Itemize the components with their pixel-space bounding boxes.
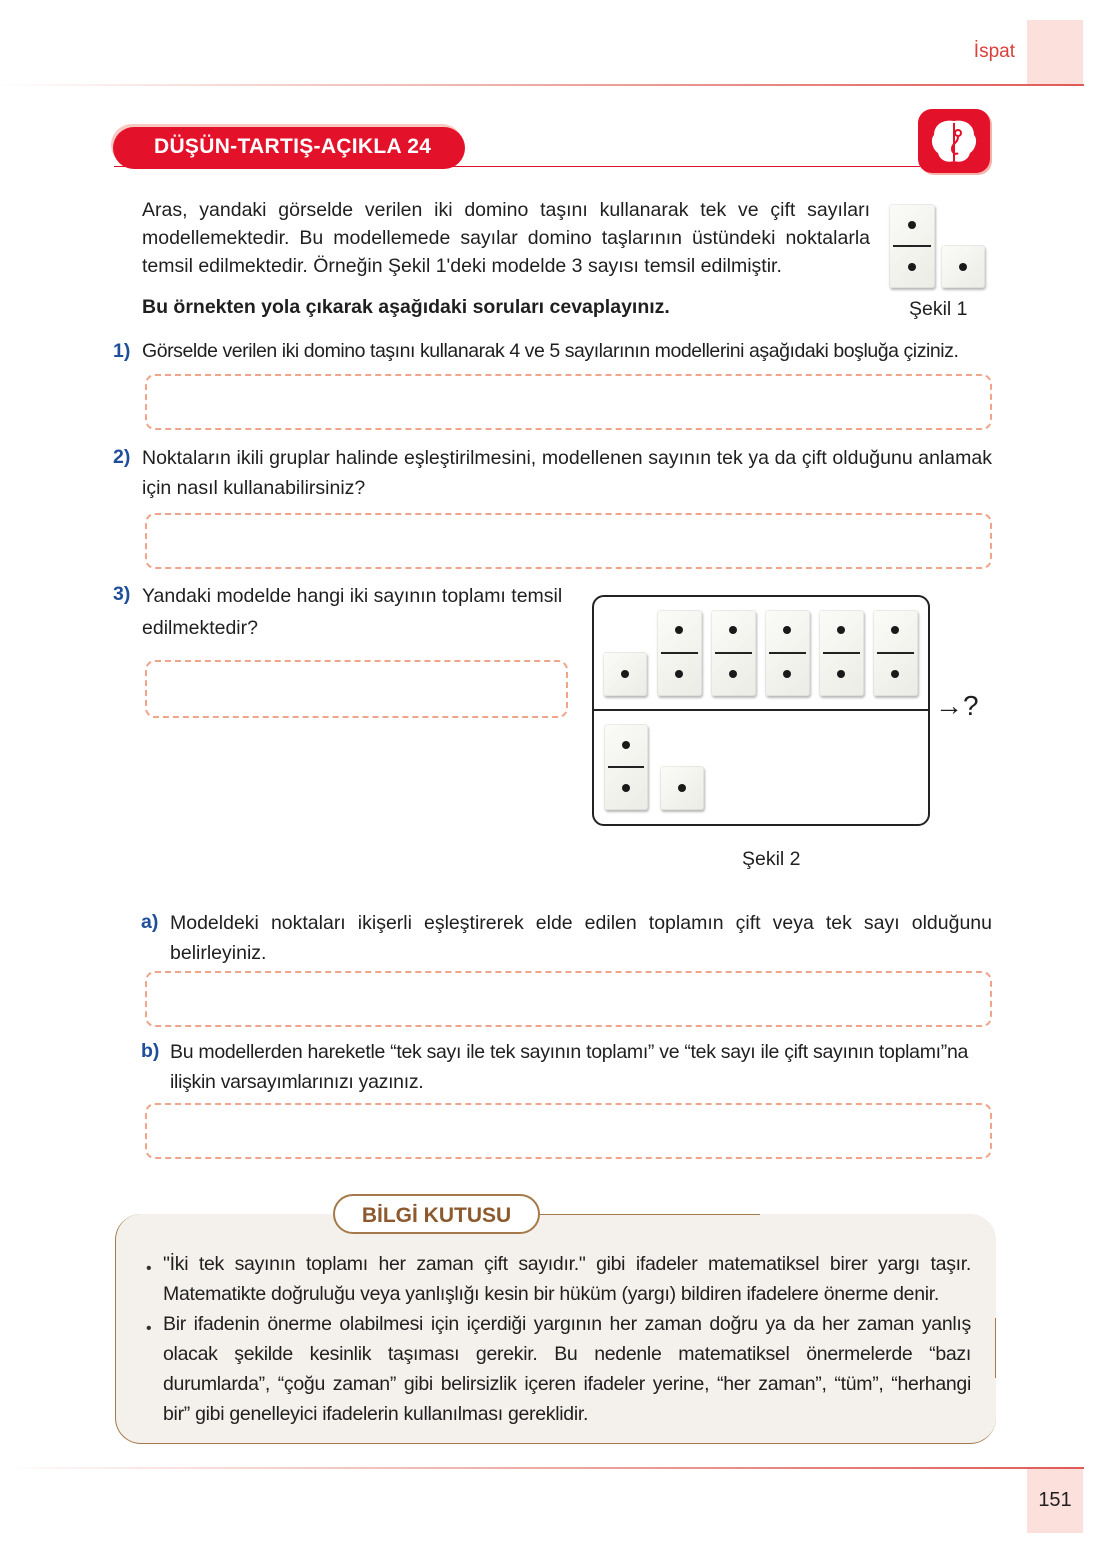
- domino-dot: [837, 626, 845, 634]
- q3b-label: b): [141, 1040, 160, 1062]
- domino-double: [657, 610, 702, 696]
- domino-double: [765, 610, 810, 696]
- domino-dot: [675, 626, 683, 634]
- result-arrow: →?: [935, 690, 979, 721]
- domino-single: [941, 245, 985, 288]
- figure2-divider: [593, 709, 929, 711]
- domino-dot: [959, 263, 967, 271]
- q1-answer-box[interactable]: [145, 374, 992, 430]
- q3-answer-box[interactable]: [145, 660, 568, 718]
- page-number: 151: [1038, 1489, 1072, 1511]
- domino-divider: [877, 652, 914, 654]
- q3a-answer-box[interactable]: [145, 971, 992, 1027]
- domino-dot: [908, 263, 916, 271]
- domino-dot: [622, 784, 630, 792]
- domino-double: [711, 610, 756, 696]
- header-rule: [0, 84, 1084, 86]
- domino-single: [660, 766, 704, 810]
- q2-text: Noktaların ikili gruplar halinde eşleştirilmesini, modellenen sayının tek ya da çift olduğunu anlamak için nasıl kullanabilirsiniz?: [142, 447, 992, 499]
- activity-title: DÜŞÜN-TARTIŞ-AÇIKLA 24: [154, 135, 432, 158]
- q3-number: 3): [113, 583, 131, 605]
- figure1-caption: Şekil 1: [909, 298, 968, 320]
- section-title: İspat: [973, 41, 1015, 62]
- header-tab: [1027, 20, 1083, 84]
- intro-instruction: Bu örnekten yola çıkarak aşağıdaki soruları cevaplayınız.: [142, 296, 670, 318]
- domino-dot: [891, 670, 899, 678]
- domino-dot: [622, 741, 630, 749]
- domino-dot: [783, 670, 791, 678]
- domino-double: [819, 610, 864, 696]
- activity-title-pill: [113, 127, 465, 169]
- domino-dot: [837, 670, 845, 678]
- domino-dot: [908, 221, 916, 229]
- domino-dot: [729, 670, 737, 678]
- q3-text: Yandaki modelde hangi iki sayının toplamı temsil edilmektedir?: [142, 585, 563, 639]
- domino-dot: [891, 626, 899, 634]
- brain-icon: [918, 109, 990, 173]
- domino-divider: [769, 652, 806, 654]
- q3b-text: Bu modellerden hareketle “tek sayı ile tek sayının toplamı” ve “tek sayı ile çift sayının toplamı”na ilişkin varsayımlarınızı yazınız.: [170, 1041, 969, 1093]
- bullet-marker: •: [146, 1320, 152, 1337]
- info-bullet-2: Bir ifadenin önerme olabilmesi için içerdiği yargının her zaman doğru ya da her zaman yanlış olacak şekilde kesinlik taşıması gerekir. Bu nedenle matematiksel önermelerde “bazı durumlarda”, “çoğu zaman” gibi belirsizlik içeren ifadeler yerine, “her zaman”, “tüm”, “herhangi bir” gibi genelleyici ifadelerin kullanılması gereklidir.: [163, 1313, 971, 1425]
- figure2-caption: Şekil 2: [742, 848, 801, 870]
- q3b-answer-box[interactable]: [145, 1103, 992, 1159]
- info-bullet-1: "İki tek sayının toplamı her zaman çift sayıdır." gibi ifadeler matematiksel birer yargı taşır. Matematikte doğruluğu veya yanlışlığı kesin bir hüküm (yargı) bildiren ifadelere önerme denir.: [163, 1253, 971, 1305]
- intro-paragraph: Aras, yandaki görselde verilen iki domino taşını kullanarak tek ve çift sayıları modellemektedir. Bu modellemede sayılar domino taşlarının üstündeki noktalarla temsil edilmektedir. Örneğin Şekil 1'deki modelde 3 sayısı temsil edilmiştir.: [142, 199, 870, 277]
- footer-rule: [0, 1467, 1084, 1469]
- info-box-right-rule: [995, 1318, 996, 1378]
- domino-divider: [715, 652, 752, 654]
- domino-double: [873, 610, 918, 696]
- q3a-label: a): [141, 911, 159, 933]
- info-box-title-pill: [333, 1194, 540, 1234]
- domino-divider: [608, 766, 644, 768]
- info-box-title: BİLGİ KUTUSU: [361, 1204, 512, 1227]
- domino-dot: [729, 626, 737, 634]
- info-box-top-rule: [540, 1214, 760, 1215]
- domino-dot: [621, 670, 629, 678]
- domino-dot: [678, 784, 686, 792]
- domino-double: [889, 204, 935, 288]
- q1-text: Görselde verilen iki domino taşını kullanarak 4 ve 5 sayılarının modellerini aşağıdaki boşluğa çiziniz.: [142, 340, 959, 362]
- q2-answer-box[interactable]: [145, 513, 992, 569]
- q2-number: 2): [113, 446, 131, 468]
- domino-divider: [661, 652, 698, 654]
- q1-number: 1): [113, 340, 131, 362]
- domino-double: [604, 724, 648, 810]
- domino-divider: [893, 245, 931, 247]
- bullet-marker: •: [146, 1260, 152, 1277]
- domino-divider: [823, 652, 860, 654]
- domino-dot: [675, 670, 683, 678]
- domino-single: [603, 652, 647, 696]
- q3a-text: Modeldeki noktaları ikişerli eşleştirerek elde edilen toplamın çift veya tek sayı olduğunu belirleyiniz.: [170, 912, 992, 964]
- domino-dot: [783, 626, 791, 634]
